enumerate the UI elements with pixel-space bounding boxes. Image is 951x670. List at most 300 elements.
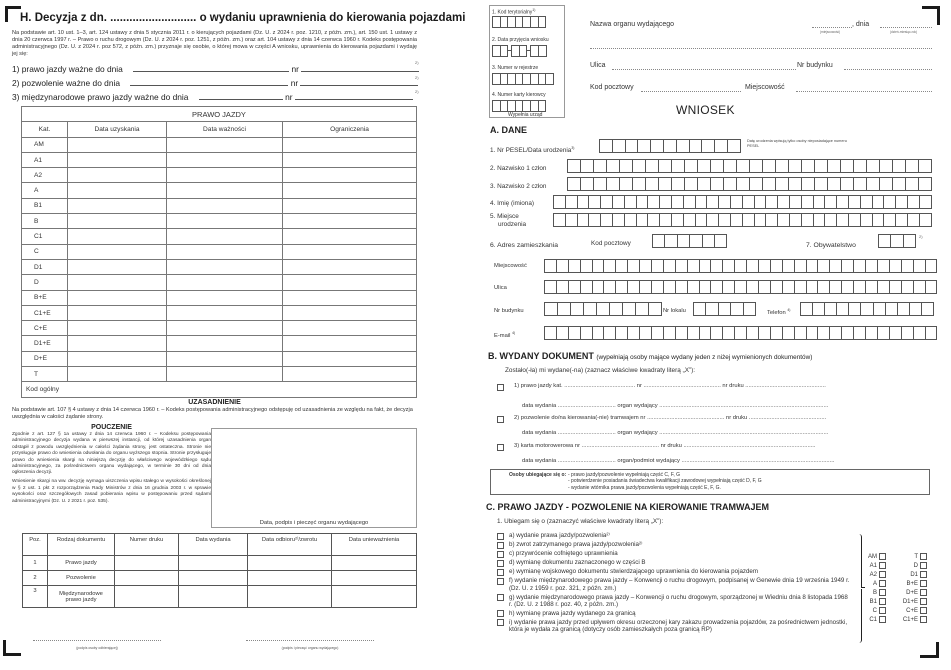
request-option (497, 541, 852, 549)
digit-cell[interactable] (538, 100, 547, 112)
phone-cells[interactable] (800, 302, 933, 316)
char-cell[interactable] (905, 159, 919, 173)
restrictions-cell[interactable] (283, 259, 417, 274)
date-obtained-cell[interactable] (68, 259, 167, 274)
date-valid-cell[interactable] (167, 305, 283, 320)
column-header-document-type: Rodzaj dokumentu (48, 534, 115, 556)
restrictions-cell[interactable] (283, 321, 417, 336)
char-cell[interactable] (689, 139, 703, 153)
surname1-cells[interactable] (567, 159, 931, 173)
char-cell[interactable] (645, 177, 659, 191)
corner-mark-bottom-right (920, 655, 939, 658)
request-option-label: f) wydanie międzynarodowego prawa jazdy – Konwencji o ruchu drogowym, podpisanej w Genewie dnia 19 września 1949 r. (Dz. U. z 1959 r. poz. 321, z późn. zm.) (509, 577, 850, 592)
date-obtained-cell[interactable] (68, 275, 167, 290)
char-cell[interactable] (606, 159, 620, 173)
date-obtained-cell[interactable] (68, 229, 167, 244)
restrictions-cell[interactable] (283, 214, 417, 229)
restrictions-cell[interactable] (283, 137, 417, 152)
date-valid-cell[interactable] (167, 229, 283, 244)
table-row (22, 198, 417, 213)
citizenship-cells[interactable] (878, 234, 915, 248)
pesel-note: Datę urodzenia wpisują tylko osoby nieposiadające numeru PESEL (747, 139, 847, 148)
char-cell[interactable] (570, 302, 584, 316)
town-cells[interactable] (544, 259, 936, 273)
category-label: C (872, 607, 877, 614)
char-cell[interactable] (727, 139, 741, 153)
category-label: C1 (869, 616, 877, 623)
date-valid-cell[interactable] (167, 351, 283, 366)
date-obtained-cell[interactable] (68, 214, 167, 229)
street-cells[interactable] (544, 280, 936, 294)
phone-label: Telefon $^{4)}$ (767, 308, 791, 316)
char-cell[interactable] (663, 139, 677, 153)
column-header-position: Poz. (23, 534, 48, 556)
date-valid-cell[interactable] (167, 168, 283, 183)
char-cell[interactable] (762, 159, 776, 173)
char-cell[interactable] (583, 302, 597, 316)
char-cell[interactable] (648, 302, 662, 316)
category-label: C1+E (902, 616, 918, 623)
request-option-checkbox[interactable] (497, 533, 504, 540)
issued-tram-permit-line-1[interactable]: 2) pozwolenie do/na kierowania(-nie) tramwajem nr ................................................ nr druku ................................................ (514, 415, 827, 421)
category-label: A (872, 580, 877, 587)
issued-documents-table (22, 533, 417, 608)
issued-tram-permit-line-2[interactable]: data wydania .................................... organ wydający ......................................................................................................... (522, 430, 829, 436)
restrictions-cell[interactable] (283, 305, 417, 320)
char-cell[interactable] (658, 177, 672, 191)
char-cell[interactable] (714, 139, 728, 153)
category-checkbox[interactable] (920, 616, 927, 623)
email-cells[interactable] (544, 326, 936, 340)
char-cell[interactable] (580, 177, 594, 191)
char-cell[interactable] (749, 159, 763, 173)
char-cell[interactable] (710, 159, 724, 173)
building-number-field[interactable] (844, 69, 932, 70)
char-cell[interactable] (890, 234, 903, 248)
general-code-row[interactable]: Kod ogólny (22, 382, 417, 397)
category-option (898, 597, 927, 606)
char-cell[interactable] (878, 234, 891, 248)
authority-signature-caption: (podpis i pieczęć organu wydającego) (281, 646, 339, 650)
date-hint: (dzień-miesiąc-rok) (890, 30, 918, 34)
row-document-type: Międzynarodowe prawo jazdy (48, 586, 115, 608)
restrictions-cell[interactable] (283, 336, 417, 351)
issued-license-checkbox[interactable] (497, 384, 504, 391)
address-label: 6. Adres zamieszkania (490, 242, 559, 249)
restrictions-cell[interactable] (283, 183, 417, 198)
restrictions-cell[interactable] (283, 290, 417, 305)
category-option (864, 570, 886, 579)
char-cell[interactable] (693, 302, 706, 316)
char-cell[interactable] (632, 177, 646, 191)
table-row (22, 305, 417, 320)
category-checkbox[interactable] (920, 553, 927, 560)
category-label: B1 (869, 598, 877, 605)
intl-license-valid-date-field[interactable] (199, 92, 283, 100)
char-cell[interactable] (814, 159, 828, 173)
char-cell[interactable] (775, 177, 789, 191)
date-field[interactable] (880, 27, 932, 28)
postal-code-field[interactable] (641, 91, 741, 92)
restrictions-cell[interactable] (283, 351, 417, 366)
char-cell[interactable] (840, 159, 854, 173)
request-option-checkbox[interactable] (497, 619, 504, 626)
category-checkbox[interactable] (879, 553, 886, 560)
request-option (497, 594, 852, 609)
char-cell[interactable] (677, 234, 690, 248)
date-valid-cell[interactable] (167, 275, 283, 290)
char-cell[interactable] (593, 177, 607, 191)
char-cell[interactable] (788, 159, 802, 173)
char-cell[interactable] (853, 159, 867, 173)
category-option (864, 597, 886, 606)
building-cells[interactable] (544, 302, 661, 316)
restrictions-cell[interactable] (283, 152, 417, 167)
char-cell[interactable] (606, 177, 620, 191)
char-cell[interactable] (788, 177, 802, 191)
register-number-cells[interactable] (492, 73, 553, 85)
issue-date-cell[interactable] (179, 571, 248, 586)
print-number-cell[interactable] (115, 586, 179, 608)
category-checkbox[interactable] (920, 607, 927, 614)
char-cell[interactable] (612, 139, 626, 153)
char-cell[interactable] (866, 177, 880, 191)
receipt-date-cell[interactable] (248, 586, 332, 608)
first-names-label: 4. Imię (imiona) (490, 200, 535, 207)
category-checkbox[interactable] (879, 589, 886, 596)
char-cell[interactable] (853, 177, 867, 191)
table-row (22, 275, 417, 290)
row-document-type: Prawo jazdy (48, 556, 115, 571)
char-cell[interactable] (749, 177, 763, 191)
license-line-1 (12, 64, 419, 74)
char-cell[interactable] (801, 177, 815, 191)
pouczenie-paragraph-1: Zgodnie z art. 127 § 1a ustawy z dnia 14 czerwca 1960 r. – Kodeksu postępowania administracyjnego decyzja wydana w pierwszej instancji, od której uzasadnienia organ odstąpił z powodu uwzględnienia w całości żądania strony, jest ostateczna. Stronie nie przysługuje prawo do wniesienia odwołania do organu wyższego stopnia. Stronie przysługuje prawo do wniesienia skargi na niniejszą decyzję do właściwego wojewódzkiego sądu administracyjnego, za pośrednictwem organu wydającego, w terminie 30 dni od dnia ogłoszenia decyzji. (12, 432, 211, 476)
char-cell[interactable] (736, 177, 750, 191)
char-cell[interactable] (743, 302, 756, 316)
date-valid-cell[interactable] (167, 183, 283, 198)
request-option (497, 532, 852, 540)
place-field[interactable] (812, 27, 852, 28)
intl-license-number-field[interactable] (295, 92, 413, 100)
char-cell[interactable] (637, 139, 651, 153)
number-label: nr (291, 64, 299, 74)
print-number-cell[interactable] (115, 556, 179, 571)
date-obtained-cell[interactable] (68, 351, 167, 366)
permit-number-field[interactable] (300, 78, 418, 86)
row-position: 1 (23, 556, 48, 571)
request-option-checkbox[interactable] (497, 594, 504, 601)
category-label: AM (868, 553, 877, 560)
request-option (497, 559, 852, 567)
category-checkbox[interactable] (920, 580, 927, 587)
date-valid-cell[interactable] (167, 198, 283, 213)
char-cell[interactable] (866, 159, 880, 173)
column-header-restrictions: Ograniczenia (283, 122, 417, 137)
category-checkboxes-left (864, 552, 886, 624)
date-obtained-cell[interactable] (68, 168, 167, 183)
char-cell[interactable] (697, 177, 711, 191)
row-position: 2 (23, 571, 48, 586)
char-cell[interactable] (599, 139, 613, 153)
corner-mark-top-left (5, 6, 21, 9)
restrictions-cell[interactable] (283, 275, 417, 290)
table-row (22, 214, 417, 229)
request-option-label: e) wymianę wojskowego dokumentu stwierdzającego uprawnienia do kierowania pojazdem (509, 568, 759, 576)
town-field[interactable] (796, 91, 932, 92)
category-checkboxes-right (898, 552, 927, 624)
char-cell[interactable] (632, 159, 646, 173)
char-cell[interactable] (925, 280, 938, 294)
brace-icon (858, 534, 862, 588)
issued-license-line-2[interactable]: data wydania .................................... organ wydający ......................................................................................................... (522, 403, 829, 409)
date-obtained-cell[interactable] (68, 152, 167, 167)
char-cell[interactable] (736, 159, 750, 173)
flat-cells[interactable] (693, 302, 755, 316)
char-cell[interactable] (918, 177, 932, 191)
table-row (22, 244, 417, 259)
surname2-cells[interactable] (567, 177, 931, 191)
char-cell[interactable] (544, 302, 558, 316)
issued-moped-card-checkbox[interactable] (497, 444, 504, 451)
char-cell[interactable] (918, 159, 932, 173)
char-cell[interactable] (652, 234, 665, 248)
category-option (864, 615, 886, 624)
category-option (864, 588, 886, 597)
request-option-checkbox[interactable] (497, 542, 504, 549)
category-checkbox[interactable] (920, 589, 927, 596)
date-valid-cell[interactable] (167, 244, 283, 259)
date-valid-cell[interactable] (167, 367, 283, 382)
issue-date-cell[interactable] (179, 586, 248, 608)
char-cell[interactable] (710, 177, 724, 191)
char-cell[interactable] (827, 159, 841, 173)
category-cell: C (22, 244, 68, 259)
char-cell[interactable] (921, 302, 934, 316)
section-c-intro: 1. Ubiegam się o (zaznaczyć właściwe kwadraty literą „X”): (497, 518, 664, 525)
char-cell[interactable] (705, 302, 718, 316)
driver-card-number-cells[interactable] (492, 100, 545, 112)
birthplace-cells[interactable] (553, 213, 931, 227)
char-cell[interactable] (723, 159, 737, 173)
submission-date-label: 2. Data przyjęcia wniosku (492, 37, 549, 43)
date-valid-cell[interactable] (167, 321, 283, 336)
date-obtained-cell[interactable] (68, 367, 167, 382)
cancel-date-cell[interactable] (332, 586, 417, 608)
digit-cell[interactable] (545, 73, 554, 85)
char-cell[interactable] (664, 234, 677, 248)
license-number-field[interactable] (301, 64, 419, 72)
restrictions-cell[interactable] (283, 168, 417, 183)
request-option (497, 550, 852, 558)
char-cell[interactable] (718, 302, 731, 316)
date-obtained-cell[interactable] (68, 305, 167, 320)
request-option-checkbox[interactable] (497, 610, 504, 617)
signature-box-caption: Data, podpis i pieczęć organu wydającego (259, 520, 369, 526)
office-use-footer: Wypełnia urząd (508, 112, 543, 118)
issued-moped-card-line-2[interactable]: data wydania .................................... organ/podmiot wydający ............................................................................................... (522, 458, 835, 464)
section-h-title: H. Decyzja z dn. ........................... o wydaniu uprawnienia do kierowania pojazdami (20, 12, 466, 24)
category-checkbox[interactable] (879, 598, 886, 605)
recipient-signature-field[interactable] (33, 640, 161, 650)
char-cell[interactable] (925, 259, 938, 273)
char-cell[interactable] (827, 177, 841, 191)
char-cell[interactable] (671, 159, 685, 173)
char-cell[interactable] (879, 159, 893, 173)
digit-cell[interactable] (538, 45, 547, 57)
category-checkbox[interactable] (879, 607, 886, 614)
category-checkbox[interactable] (879, 580, 886, 587)
town-label: Miejscowość (745, 84, 785, 91)
char-cell[interactable] (593, 159, 607, 173)
first-names-cells[interactable] (553, 195, 931, 209)
char-cell[interactable] (684, 177, 698, 191)
permit-valid-date-field[interactable] (130, 78, 288, 86)
category-checkbox[interactable] (920, 571, 927, 578)
digit-cell[interactable] (538, 16, 547, 28)
char-cell[interactable] (919, 195, 932, 209)
street-field[interactable] (612, 69, 796, 70)
postal-code-cells[interactable] (652, 234, 726, 248)
issued-tram-permit-checkbox[interactable] (497, 416, 504, 423)
category-checkbox[interactable] (920, 562, 927, 569)
char-cell[interactable] (622, 302, 636, 316)
char-cell[interactable] (676, 139, 690, 153)
print-number-cell[interactable] (115, 571, 179, 586)
issue-date-cell[interactable] (179, 556, 248, 571)
char-cell[interactable] (619, 159, 633, 173)
char-cell[interactable] (635, 302, 649, 316)
license-valid-date-field[interactable] (133, 64, 289, 72)
receipt-date-cell[interactable] (248, 571, 332, 586)
restrictions-cell[interactable] (283, 367, 417, 382)
char-cell[interactable] (730, 302, 743, 316)
date-obtained-cell[interactable] (68, 244, 167, 259)
date-obtained-cell[interactable] (68, 183, 167, 198)
char-cell[interactable] (567, 159, 581, 173)
category-cell: C1 (22, 229, 68, 244)
char-cell[interactable] (840, 177, 854, 191)
signature-stamp-box[interactable] (211, 428, 417, 528)
char-cell[interactable] (645, 159, 659, 173)
date-valid-cell[interactable] (167, 152, 283, 167)
restrictions-cell[interactable] (283, 198, 417, 213)
char-cell[interactable] (905, 177, 919, 191)
char-cell[interactable] (580, 159, 594, 173)
char-cell[interactable] (925, 326, 938, 340)
category-label: D1+E (902, 598, 918, 605)
category-checkbox[interactable] (879, 571, 886, 578)
date-valid-cell[interactable] (167, 259, 283, 274)
restrictions-cell[interactable] (283, 244, 417, 259)
restrictions-cell[interactable] (283, 229, 417, 244)
category-checkbox[interactable] (879, 616, 886, 623)
char-cell[interactable] (697, 159, 711, 173)
char-cell[interactable] (625, 139, 639, 153)
column-header-date-obtained: Data uzyskania (68, 122, 167, 137)
request-option (497, 619, 852, 634)
request-option-checkbox[interactable] (497, 578, 504, 585)
char-cell[interactable] (723, 177, 737, 191)
category-checkbox[interactable] (920, 598, 927, 605)
date-obtained-cell[interactable] (68, 290, 167, 305)
category-cell: D1 (22, 259, 68, 274)
request-option-checkbox[interactable] (497, 551, 504, 558)
char-cell[interactable] (919, 213, 932, 227)
char-cell[interactable] (714, 234, 727, 248)
char-cell[interactable] (596, 302, 610, 316)
char-cell[interactable] (684, 159, 698, 173)
char-cell[interactable] (762, 177, 776, 191)
char-cell[interactable] (879, 177, 893, 191)
submission-date-cells[interactable] (492, 45, 546, 57)
pouczenie-text (12, 432, 211, 507)
request-option-checkbox[interactable] (497, 560, 504, 567)
cancel-date-cell[interactable] (332, 556, 417, 571)
date-obtained-cell[interactable] (68, 137, 167, 152)
column-header-cancel-date: Data unieważnienia (332, 534, 417, 556)
office-use-box (489, 5, 565, 118)
char-cell[interactable] (701, 139, 715, 153)
date-valid-cell[interactable] (167, 214, 283, 229)
char-cell[interactable] (671, 177, 685, 191)
date-valid-cell[interactable] (167, 137, 283, 152)
date-valid-cell[interactable] (167, 290, 283, 305)
date-valid-cell[interactable] (167, 336, 283, 351)
section-b-title: B. WYDANY DOKUMENT (wypełniają osoby mające wydany jeden z niżej wymienionych dokumentów) (488, 351, 813, 361)
char-cell[interactable] (814, 177, 828, 191)
request-option-label: d) wymianę dokumentu zaznaczonego w części B (509, 559, 646, 567)
char-cell[interactable] (567, 177, 581, 191)
category-checkbox[interactable] (879, 562, 886, 569)
issued-moped-card-line-1[interactable]: 3) karta motorowerowa nr ................................................ nr druku .................................................................................. (514, 443, 816, 449)
char-cell[interactable] (801, 159, 815, 173)
table-row (22, 168, 417, 183)
section-a-title: A. DANE (490, 125, 528, 135)
char-cell[interactable] (892, 159, 906, 173)
char-cell[interactable] (775, 159, 789, 173)
column-header-receipt-date: Data odbioru²⁾/zwrotu (248, 534, 332, 556)
authority-signature-field[interactable] (246, 640, 374, 650)
request-option-checkbox[interactable] (497, 569, 504, 576)
date-obtained-cell[interactable] (68, 336, 167, 351)
char-cell[interactable] (609, 302, 623, 316)
char-cell[interactable] (689, 234, 702, 248)
issued-license-line-1[interactable]: 1) prawo jazdy kat. ............................................ nr ................................................ nr druku .................................................. (514, 383, 826, 389)
driver-card-number-label: 4. Numer karty kierowcy (492, 92, 546, 98)
category-option (864, 606, 886, 615)
category-label: A1 (869, 562, 877, 569)
receipt-date-cell[interactable] (248, 556, 332, 571)
pesel-cells[interactable] (599, 139, 740, 153)
char-cell[interactable] (702, 234, 715, 248)
category-cell: T (22, 367, 68, 382)
char-cell[interactable] (619, 177, 633, 191)
register-number-label: 3. Numer w rejestrze (492, 65, 539, 71)
date-obtained-cell[interactable] (68, 198, 167, 213)
char-cell[interactable] (658, 159, 672, 173)
authority-name-field[interactable] (590, 48, 932, 49)
corner-mark-bottom-left (3, 653, 21, 656)
territorial-code-cells[interactable] (492, 16, 545, 28)
char-cell[interactable] (903, 234, 916, 248)
char-cell[interactable] (650, 139, 664, 153)
cancel-date-cell[interactable] (332, 571, 417, 586)
char-cell[interactable] (557, 302, 571, 316)
date-obtained-cell[interactable] (68, 321, 167, 336)
char-cell[interactable] (892, 177, 906, 191)
category-option (864, 561, 886, 570)
